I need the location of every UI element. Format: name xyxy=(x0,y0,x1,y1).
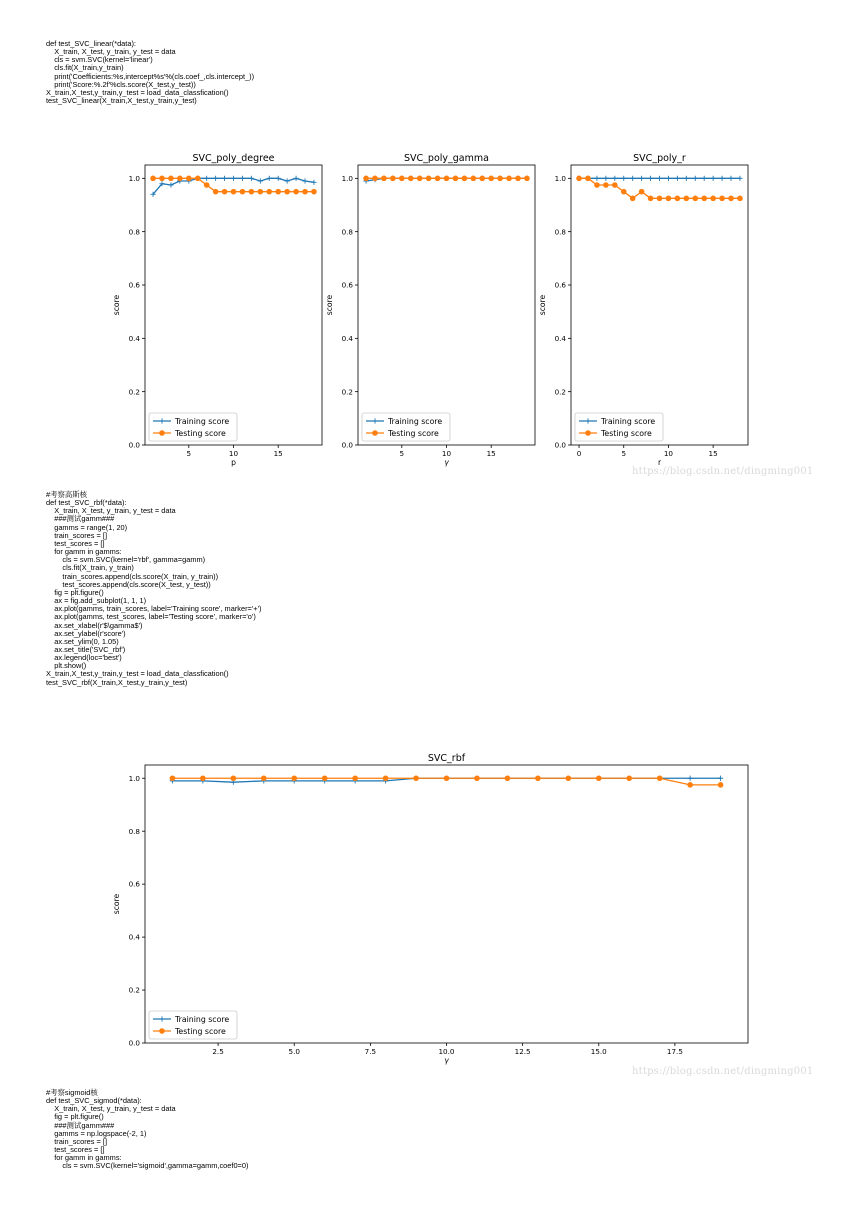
y-tick-label: 0.2 xyxy=(554,387,566,397)
data-point-testing xyxy=(258,189,264,195)
x-tick-label: 5 xyxy=(399,449,405,458)
data-point-testing xyxy=(204,182,210,188)
data-point-training xyxy=(267,176,272,181)
data-point-testing xyxy=(710,196,716,202)
data-point-training xyxy=(693,176,698,181)
y-tick-label: 0.2 xyxy=(128,387,140,397)
code-line: test_SVC_rbf(X_train,X_test,y_train,y_test) xyxy=(46,677,188,687)
data-point-testing xyxy=(718,782,724,788)
x-tick-label: 5 xyxy=(621,449,627,458)
legend xyxy=(362,413,450,441)
legend-label: Training score xyxy=(175,417,230,426)
data-point-testing xyxy=(535,775,541,781)
data-point-training xyxy=(249,176,254,181)
data-point-testing xyxy=(524,176,530,182)
legend-marker xyxy=(585,430,591,436)
code-line: train_scores = [] xyxy=(46,530,107,540)
code-line: #考察高斯核 xyxy=(46,490,88,499)
x-axis-label: r xyxy=(657,458,662,467)
legend xyxy=(149,413,237,441)
data-point-testing xyxy=(311,189,317,195)
code-line: ax.set_xlabel(r'$\gamma$') xyxy=(46,620,143,630)
data-point-training xyxy=(711,176,716,181)
data-point-testing xyxy=(150,176,156,182)
y-tick-label: 1.0 xyxy=(128,173,140,183)
y-tick-label: 0.8 xyxy=(341,227,353,237)
data-point-testing xyxy=(231,775,237,781)
y-tick-label: 0.0 xyxy=(554,440,566,450)
code-line: ax.legend(loc='best') xyxy=(46,653,122,663)
data-point-testing xyxy=(408,176,414,182)
data-point-testing xyxy=(363,176,369,182)
code-line: fig = plt.figure() xyxy=(46,1112,104,1122)
code-line: ax.plot(gamms, train_scores, label='Training score', marker='+') xyxy=(46,604,262,614)
y-axis-label: score xyxy=(112,893,121,915)
code-line: ###测试gamm### xyxy=(46,514,115,524)
data-point-testing xyxy=(284,189,290,195)
data-point-testing xyxy=(302,189,308,195)
y-tick-label: 0.6 xyxy=(554,280,566,290)
x-tick-label: 17.5 xyxy=(666,1047,683,1056)
data-point-training xyxy=(285,178,290,183)
data-point-training xyxy=(648,176,653,181)
y-tick-label: 0.0 xyxy=(341,440,353,450)
y-axis-label: score xyxy=(538,294,547,316)
data-point-training xyxy=(728,176,733,181)
data-point-testing xyxy=(497,176,503,182)
y-tick-label: 0.2 xyxy=(128,985,140,995)
code-line: ax.plot(gamms, test_scores, label='Testing score', marker='o') xyxy=(46,612,256,622)
data-point-training xyxy=(719,176,724,181)
legend-label: Testing score xyxy=(388,429,439,438)
legend-label: Training score xyxy=(175,1015,230,1024)
watermark: https://blog.csdn.net/dingming001 xyxy=(632,1066,814,1077)
series-line-testing xyxy=(579,178,740,198)
data-point-training xyxy=(258,178,263,183)
data-point-testing xyxy=(687,782,693,788)
data-point-training xyxy=(718,776,723,781)
data-point-testing xyxy=(566,775,572,781)
chart-title: SVC_poly_r xyxy=(633,153,686,164)
data-point-testing xyxy=(648,196,654,202)
data-point-testing xyxy=(666,196,672,202)
x-tick-label: 12.5 xyxy=(514,1047,531,1056)
code-line: cls.fit(X_train, y_train) xyxy=(46,563,134,573)
x-tick-label: 15 xyxy=(273,449,283,458)
figure-svc-rbf xyxy=(0,740,868,1070)
x-tick-label: 15 xyxy=(486,449,496,458)
y-axis-label: score xyxy=(112,294,121,316)
y-tick-label: 0.4 xyxy=(128,932,140,942)
data-point-testing xyxy=(506,176,512,182)
y-tick-label: 0.6 xyxy=(128,280,140,290)
code-line: ax.set_ylim(0, 1.05) xyxy=(46,636,119,646)
data-point-testing xyxy=(249,189,255,195)
data-point-testing xyxy=(505,775,511,781)
legend-label: Testing score xyxy=(175,1027,226,1036)
y-tick-label: 0.8 xyxy=(128,826,140,836)
data-point-testing xyxy=(383,775,389,781)
data-point-training xyxy=(240,176,245,181)
chart-title: SVC_rbf xyxy=(427,753,466,764)
data-point-testing xyxy=(719,196,725,202)
legend-label: Testing score xyxy=(601,429,652,438)
data-point-training xyxy=(612,176,617,181)
data-point-testing xyxy=(594,182,600,188)
data-point-training xyxy=(302,178,307,183)
data-point-testing xyxy=(390,176,396,182)
code-line: ax = fig.add_subplot(1, 1, 1) xyxy=(46,596,147,606)
data-point-testing xyxy=(657,196,663,202)
data-point-testing xyxy=(444,775,450,781)
legend xyxy=(149,1011,237,1039)
code-line: X_train, X_test, y_train, y_test = data xyxy=(46,47,176,57)
code-line: ax.set_title('SVC_rbf') xyxy=(46,644,126,654)
code-line: plt.show() xyxy=(46,661,87,671)
data-point-training xyxy=(204,176,209,181)
code-line: def test_SVC_rbf(*data): xyxy=(46,498,127,508)
code-line: test_SVC_linear(X_train,X_test,y_train,y_test) xyxy=(46,96,197,106)
data-point-testing xyxy=(435,176,441,182)
data-point-testing xyxy=(186,176,192,182)
code-line: fig = plt.figure() xyxy=(46,587,104,597)
code-line: def test_SVC_sigmod(*data): xyxy=(46,1096,142,1106)
data-point-testing xyxy=(675,196,681,202)
data-point-testing xyxy=(352,775,358,781)
chart-SVC_poly_gamma xyxy=(325,153,535,467)
code-line: X_train,X_test,y_train,y_test = load_data_classfication() xyxy=(46,87,229,97)
data-point-training xyxy=(630,176,635,181)
data-point-testing xyxy=(488,176,494,182)
data-point-testing xyxy=(603,182,609,188)
x-tick-label: 2.5 xyxy=(212,1047,224,1056)
data-point-testing xyxy=(195,176,201,182)
code-line: #考察sigmoid核 xyxy=(46,1088,98,1097)
y-tick-label: 0.0 xyxy=(128,440,140,450)
data-point-testing xyxy=(426,176,432,182)
x-tick-label: 0 xyxy=(576,449,582,458)
y-tick-label: 1.0 xyxy=(341,173,353,183)
data-point-testing xyxy=(168,176,174,182)
chart-title: SVC_poly_degree xyxy=(192,153,275,164)
legend-marker xyxy=(372,430,378,436)
data-point-training xyxy=(231,176,236,181)
x-axis-label: γ xyxy=(444,458,449,467)
data-point-testing xyxy=(261,775,267,781)
y-tick-label: 0.6 xyxy=(341,280,353,290)
data-point-testing xyxy=(462,176,468,182)
data-point-training xyxy=(311,180,316,185)
data-point-testing xyxy=(293,189,299,195)
code-line: for gamm in gamms: xyxy=(46,547,122,557)
axes-frame xyxy=(358,165,535,445)
data-point-testing xyxy=(177,176,183,182)
data-point-testing xyxy=(692,196,698,202)
y-tick-label: 1.0 xyxy=(128,773,140,783)
data-point-testing xyxy=(657,775,663,781)
legend-marker xyxy=(159,1028,165,1034)
data-point-testing xyxy=(231,189,237,195)
x-tick-label: 10 xyxy=(441,449,452,458)
data-point-training xyxy=(675,176,680,181)
data-point-training xyxy=(594,176,599,181)
code-line: test_scores.append(cls.score(X_test, y_test)) xyxy=(46,579,211,589)
data-point-training xyxy=(684,176,689,181)
legend xyxy=(575,413,663,441)
data-point-training xyxy=(737,176,742,181)
chart-SVC_rbf xyxy=(112,753,748,1065)
x-axis-label: γ xyxy=(444,1056,449,1065)
data-point-training xyxy=(293,176,298,181)
data-point-testing xyxy=(626,775,632,781)
legend-label: Testing score xyxy=(175,429,226,438)
data-point-testing xyxy=(576,176,582,182)
code-line: cls.fit(X_train,y_train) xyxy=(46,63,124,73)
x-tick-label: 10 xyxy=(228,449,239,458)
data-point-testing xyxy=(417,176,423,182)
data-point-testing xyxy=(728,196,734,202)
data-point-testing xyxy=(322,775,328,781)
data-point-training xyxy=(639,176,644,181)
data-point-testing xyxy=(444,176,450,182)
chart-SVC_poly_r xyxy=(538,153,748,467)
data-point-testing xyxy=(240,189,246,195)
y-tick-label: 0.0 xyxy=(128,1038,140,1048)
data-point-training xyxy=(621,176,626,181)
data-point-testing xyxy=(585,176,591,182)
data-point-testing xyxy=(701,196,707,202)
y-tick-label: 0.2 xyxy=(341,387,353,397)
data-point-training xyxy=(702,176,707,181)
data-point-testing xyxy=(737,196,743,202)
data-point-testing xyxy=(413,775,419,781)
data-point-testing xyxy=(515,176,521,182)
axes-frame xyxy=(145,765,748,1043)
data-point-testing xyxy=(474,775,480,781)
data-point-testing xyxy=(471,176,477,182)
data-point-testing xyxy=(200,775,206,781)
data-point-testing xyxy=(399,176,405,182)
chart-title: SVC_poly_gamma xyxy=(404,153,489,164)
legend-label: Training score xyxy=(388,417,443,426)
code-line: cls = svm.SVC(kernel='sigmoid',gamma=gamm,coef0=0) xyxy=(46,1161,249,1171)
data-point-training xyxy=(222,176,227,181)
data-point-testing xyxy=(684,196,690,202)
code-block-svc-rbf xyxy=(46,491,261,687)
y-tick-label: 0.8 xyxy=(128,227,140,237)
code-line: train_scores.append(cls.score(X_train, y_train)) xyxy=(46,571,219,581)
axes-frame xyxy=(571,165,748,445)
code-line: test_scores = [] xyxy=(46,538,105,548)
y-tick-label: 0.4 xyxy=(341,333,353,343)
x-tick-label: 10 xyxy=(663,449,674,458)
code-line: def test_SVC_linear(*data): xyxy=(46,39,136,48)
chart-SVC_poly_degree xyxy=(112,153,322,467)
x-axis-label: p xyxy=(231,458,236,467)
figure-svc-poly xyxy=(0,140,868,467)
axes-frame xyxy=(145,165,322,445)
data-point-testing xyxy=(596,775,602,781)
x-tick-label: 5.0 xyxy=(288,1047,300,1056)
y-tick-label: 0.4 xyxy=(128,333,140,343)
data-point-testing xyxy=(372,176,378,182)
code-block-svc-linear xyxy=(46,40,254,105)
y-axis-label: score xyxy=(325,294,334,316)
code-line: X_train, X_test, y_train, y_test = data xyxy=(46,506,176,516)
code-line: cls = svm.SVC(kernel='linear') xyxy=(46,55,153,65)
legend-marker xyxy=(159,430,165,436)
y-tick-label: 0.6 xyxy=(128,879,140,889)
y-tick-label: 0.8 xyxy=(554,227,566,237)
data-point-training xyxy=(213,176,218,181)
data-point-training xyxy=(666,176,671,181)
data-point-testing xyxy=(222,189,228,195)
x-tick-label: 7.5 xyxy=(364,1047,377,1056)
data-point-training xyxy=(688,776,693,781)
y-tick-label: 0.4 xyxy=(554,333,566,343)
x-tick-label: 5 xyxy=(186,449,192,458)
data-point-training xyxy=(168,182,173,187)
data-point-training xyxy=(603,176,608,181)
data-point-testing xyxy=(612,182,618,188)
code-line: print('Score:%.2f'%cls.score(X_test,y_test)) xyxy=(46,79,196,89)
x-tick-label: 15.0 xyxy=(590,1047,607,1056)
code-line: X_train, X_test, y_train, y_test = data xyxy=(46,1104,176,1114)
x-tick-label: 15 xyxy=(708,449,718,458)
code-line: gamms = range(1, 20) xyxy=(46,522,128,532)
code-line: gamms = np.logspace(-2, 1) xyxy=(46,1128,147,1138)
data-point-testing xyxy=(266,189,272,195)
data-point-testing xyxy=(275,189,281,195)
code-line: ###测试gamm### xyxy=(46,1120,115,1130)
code-line: for gamm in gamms: xyxy=(46,1153,122,1163)
data-point-testing xyxy=(159,176,165,182)
code-line: test_scores = [] xyxy=(46,1145,105,1155)
code-line: cls = svm.SVC(kernel='rbf', gamma=gamm) xyxy=(46,555,206,565)
code-line: print('Coefficients:%s,intercept%s'%(cls.coef_,cls.intercept_)) xyxy=(46,71,255,81)
legend-label: Training score xyxy=(601,417,656,426)
watermark: https://blog.csdn.net/dingming001 xyxy=(632,466,814,477)
data-point-testing xyxy=(291,775,297,781)
data-point-testing xyxy=(479,176,485,182)
data-point-testing xyxy=(381,176,387,182)
y-tick-label: 1.0 xyxy=(554,173,566,183)
code-line: ax.set_ylabel(r'score') xyxy=(46,628,126,638)
data-point-testing xyxy=(213,189,219,195)
x-tick-label: 10.0 xyxy=(438,1047,455,1056)
data-point-testing xyxy=(630,196,636,202)
data-point-testing xyxy=(453,176,459,182)
data-point-testing xyxy=(639,189,645,195)
code-line: train_scores = [] xyxy=(46,1136,107,1146)
data-point-testing xyxy=(170,775,176,781)
code-line: X_train,X_test,y_train,y_test = load_data_classfication() xyxy=(46,669,229,679)
data-point-training xyxy=(657,176,662,181)
code-block-svc-sigmoid xyxy=(46,1089,248,1171)
data-point-testing xyxy=(621,189,627,195)
data-point-training xyxy=(276,176,281,181)
